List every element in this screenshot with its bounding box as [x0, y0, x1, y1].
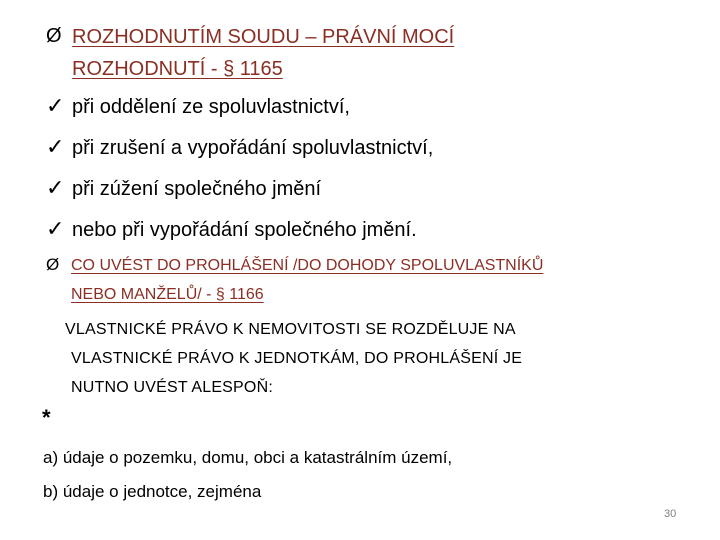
section2-body-line: VLASTNICKÉ PRÁVO K JEDNOTKÁM, DO PROHLÁŠENÍ JE [71, 350, 523, 367]
checklist-item: při oddělení ze spoluvlastnictví, [72, 96, 350, 118]
check-icon: ✓ [46, 175, 65, 200]
checklist-item: při zrušení a vypořádání spoluvlastnictví, [72, 137, 434, 159]
check-icon: ✓ [46, 93, 65, 118]
arrow-bullet-icon: Ø [46, 255, 60, 274]
page-number: 30 [664, 508, 677, 520]
asterisk-bullet-icon: * [42, 405, 51, 430]
section2-title-line2: NEBO MANŽELŮ/ - § 1166 [71, 286, 264, 303]
section2-title-line1: CO UVÉST DO PROHLÁŠENÍ /DO DOHODY SPOLUVLASTNÍKŮ [71, 257, 544, 274]
item-a: a) údaje o pozemku, domu, obci a katastrálním území, [43, 448, 453, 467]
section2-body-line: NUTNO UVÉST ALESPOŇ: [71, 379, 273, 396]
check-icon: ✓ [46, 216, 65, 241]
section1-title-line2: ROZHODNUTÍ - § 1165 [72, 58, 283, 80]
checklist-item: nebo při vypořádání společného jmění. [72, 219, 417, 241]
checklist-item: při zúžení společného jmění [72, 178, 322, 200]
section2-body-line: VLASTNICKÉ PRÁVO K NEMOVITOSTI SE ROZDĚLUJE NA [65, 321, 516, 338]
check-icon: ✓ [46, 134, 65, 159]
section1-title-line1: ROZHODNUTÍM SOUDU – PRÁVNÍ MOCÍ [72, 26, 455, 48]
arrow-bullet-icon: Ø [46, 25, 62, 47]
item-b: b) údaje o jednotce, zejména [43, 482, 262, 501]
